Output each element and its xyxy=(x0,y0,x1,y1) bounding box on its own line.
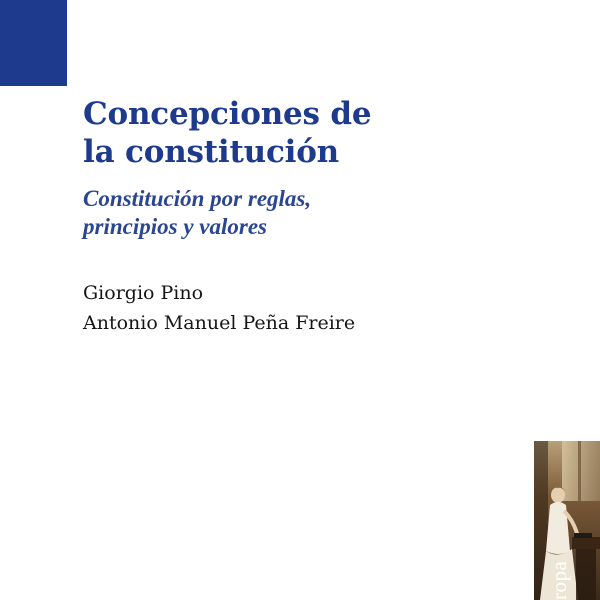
author-name-2: Antonio Manuel Peña Freire xyxy=(83,312,356,334)
book-title xyxy=(83,95,371,171)
author-list xyxy=(83,278,355,338)
title-line-2: la constitución xyxy=(83,134,340,170)
title-line-1: Concepciones de xyxy=(83,96,372,132)
author-name-1: Giorgio Pino xyxy=(83,282,204,304)
book-subtitle xyxy=(83,185,311,241)
corner-color-block xyxy=(0,0,67,86)
spine-series-text: ropa xyxy=(547,560,571,600)
subtitle-line-1: Constitución por reglas, xyxy=(83,186,312,211)
subtitle-line-2: principios y valores xyxy=(83,214,267,239)
